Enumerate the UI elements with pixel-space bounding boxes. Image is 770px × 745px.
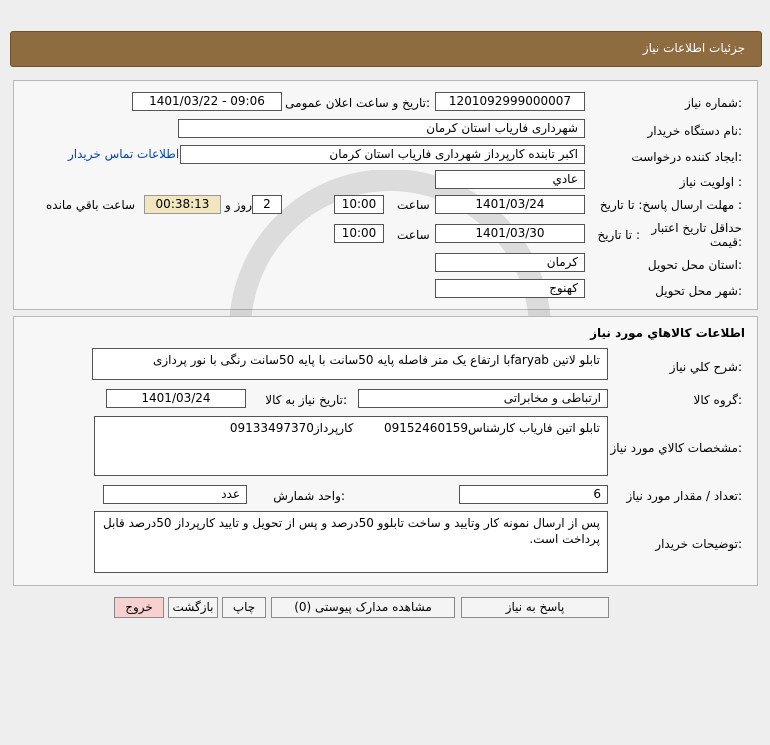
city-label: شهر محل تحویل: [655, 284, 742, 298]
days-remaining-field: 2 [252, 195, 282, 214]
validity-date-field: 1401/03/30 [435, 224, 585, 243]
need-number-field: 1201092999000007 [435, 92, 585, 111]
need-date-label: تاریخ نیاز به کالا: [265, 393, 347, 407]
province-field: کرمان [435, 253, 585, 272]
announce-datetime-label: تاریخ و ساعت اعلان عمومی: [285, 96, 430, 110]
unit-label: واحد شمارش: [273, 489, 345, 503]
deadline-time-label: ساعت [397, 198, 430, 212]
print-button[interactable]: چاپ [222, 597, 266, 618]
summary-field: تابلو لاتین faryabبا ارتفاع یک متر فاصله پایه 50سانت با پایه 50سانت رنگی با نور پردازی [92, 348, 608, 380]
city-field: کهنوج [435, 279, 585, 298]
quantity-label: تعداد / مقدار مورد نیاز: [626, 489, 742, 503]
buyer-field: شهرداری فاریاب استان کرمان [178, 119, 585, 138]
time-remaining-field: 00:38:13 [144, 195, 221, 214]
buyer-label: نام دستگاه خریدار: [647, 124, 742, 138]
page-header [10, 31, 762, 67]
need-date-field: 1401/03/24 [106, 389, 246, 408]
goods-group-label: گروه کالا: [693, 393, 742, 407]
priority-label: اولویت نیاز : [679, 175, 742, 189]
validity-time-label: ساعت [397, 228, 430, 242]
announce-datetime-field: 1401/03/22 - 09:06 [132, 92, 282, 111]
time-remaining-label: ساعت باقي مانده [46, 198, 136, 212]
buyer-description-field: پس از ارسال نمونه کار وتایید و ساخت تابلوو 50درصد و پس از تحویل و تایید کارپرداز 50درصد قابل پرداخت است. [94, 511, 608, 573]
page-title: جزئیات اطلاعات نیاز [642, 41, 745, 55]
validity-time-field: 10:00 [334, 224, 384, 243]
back-button[interactable]: بازگشت [168, 597, 218, 618]
goods-section-title: اطلاعات کالاهاي مورد نياز [590, 326, 745, 340]
days-label: روز و [225, 198, 252, 212]
validity-to-date-label: تا تاریخ : [597, 228, 640, 242]
province-label: استان محل تحویل: [647, 258, 742, 272]
specs-field: تابلو اتین فاریاب کارشناس09152460159 کارپرداز09133497370 [94, 416, 608, 476]
view-attachments-button[interactable]: مشاهده مدارک پیوستی (0) [271, 597, 455, 618]
buyer-description-label: توضیحات خریدار: [655, 537, 742, 551]
priority-field: عادي [435, 170, 585, 189]
buyer-contact-link[interactable]: اطلاعات تماس خریدار [68, 147, 180, 161]
creator-label: ایجاد کننده درخواست: [631, 150, 742, 164]
quantity-field: 6 [459, 485, 608, 504]
need-details-panel [13, 80, 758, 310]
need-number-label: شماره نیاز: [684, 96, 742, 110]
deadline-label: مهلت ارسال پاسخ: تا تاریخ : [599, 198, 742, 212]
goods-group-field: ارتباطی و مخابراتی [358, 389, 608, 408]
price-validity-label: حداقل تاریخ اعتبار قیمت: [651, 221, 742, 249]
exit-button[interactable]: خروج [114, 597, 164, 618]
specs-label: مشخصات کالاي مورد نياز: [610, 441, 742, 455]
deadline-date-field: 1401/03/24 [435, 195, 585, 214]
reply-button[interactable]: پاسخ به نیاز [461, 597, 609, 618]
summary-label: شرح کلي نياز: [669, 360, 742, 374]
unit-field: عدد [103, 485, 247, 504]
creator-field: اکبر تابنده کارپرداز شهرداری فاریاب استان کرمان [180, 145, 585, 164]
deadline-time-field: 10:00 [334, 195, 384, 214]
